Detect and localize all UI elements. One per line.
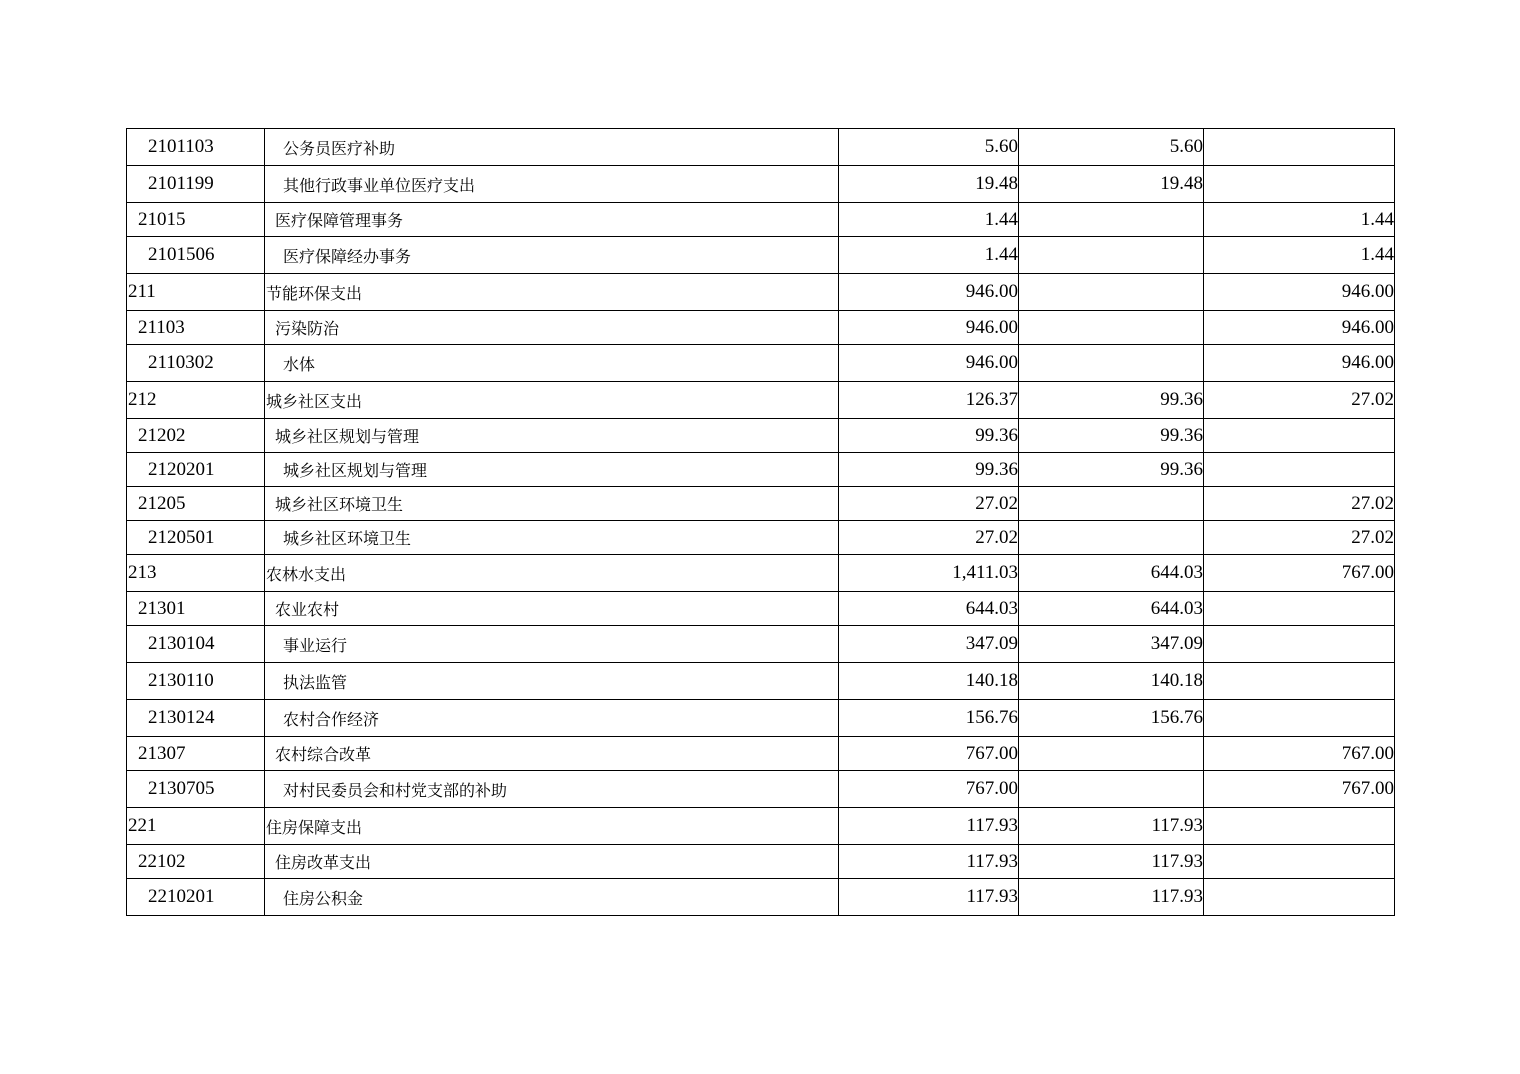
total-amount-cell: 767.00 [839, 771, 1019, 808]
basic-expenditure-cell: 140.18 [1019, 663, 1204, 700]
table-row [127, 521, 1395, 555]
table-row [127, 845, 1395, 879]
total-amount-cell: 19.48 [839, 166, 1019, 203]
account-code-cell: 212 [127, 382, 265, 419]
total-amount-cell: 644.03 [839, 592, 1019, 626]
project-expenditure-cell: 27.02 [1204, 521, 1395, 555]
project-expenditure-cell [1204, 419, 1395, 453]
project-expenditure-cell: 946.00 [1204, 345, 1395, 382]
basic-expenditure-cell: 99.36 [1019, 419, 1204, 453]
project-expenditure-cell: 767.00 [1204, 737, 1395, 771]
project-expenditure-cell: 946.00 [1204, 311, 1395, 345]
project-expenditure-cell [1204, 453, 1395, 487]
table-row [127, 808, 1395, 845]
basic-expenditure-cell: 99.36 [1019, 382, 1204, 419]
total-amount-cell: 126.37 [839, 382, 1019, 419]
table-row [127, 487, 1395, 521]
project-expenditure-cell [1204, 808, 1395, 845]
project-expenditure-cell: 1.44 [1204, 203, 1395, 237]
total-amount-cell: 946.00 [839, 345, 1019, 382]
account-name-cell: 医疗保障管理事务 [265, 203, 839, 237]
account-name-cell: 节能环保支出 [265, 274, 839, 311]
basic-expenditure-cell: 117.93 [1019, 845, 1204, 879]
total-amount-cell: 5.60 [839, 129, 1019, 166]
account-code-cell: 21015 [127, 203, 265, 237]
account-name-cell: 住房改革支出 [265, 845, 839, 879]
total-amount-cell: 347.09 [839, 626, 1019, 663]
total-amount-cell: 1,411.03 [839, 555, 1019, 592]
basic-expenditure-cell: 5.60 [1019, 129, 1204, 166]
table-row [127, 592, 1395, 626]
project-expenditure-cell: 27.02 [1204, 487, 1395, 521]
account-name-cell: 其他行政事业单位医疗支出 [265, 166, 839, 203]
basic-expenditure-cell: 156.76 [1019, 700, 1204, 737]
table-row [127, 237, 1395, 274]
project-expenditure-cell [1204, 166, 1395, 203]
project-expenditure-cell [1204, 626, 1395, 663]
account-code-cell: 21307 [127, 737, 265, 771]
table-row [127, 700, 1395, 737]
basic-expenditure-cell: 99.36 [1019, 453, 1204, 487]
account-code-cell: 2130110 [127, 663, 265, 700]
account-code-cell: 2101506 [127, 237, 265, 274]
basic-expenditure-cell: 644.03 [1019, 555, 1204, 592]
table-row [127, 737, 1395, 771]
account-name-cell: 污染防治 [265, 311, 839, 345]
project-expenditure-cell [1204, 592, 1395, 626]
table-row [127, 311, 1395, 345]
account-name-cell: 住房公积金 [265, 879, 839, 916]
total-amount-cell: 1.44 [839, 237, 1019, 274]
account-name-cell: 城乡社区环境卫生 [265, 521, 839, 555]
table-body [127, 129, 1395, 916]
budget-table-page [126, 128, 1394, 916]
account-name-cell: 城乡社区环境卫生 [265, 487, 839, 521]
account-name-cell: 对村民委员会和村党支部的补助 [265, 771, 839, 808]
total-amount-cell: 1.44 [839, 203, 1019, 237]
account-code-cell: 21301 [127, 592, 265, 626]
total-amount-cell: 27.02 [839, 521, 1019, 555]
account-code-cell: 2210201 [127, 879, 265, 916]
total-amount-cell: 140.18 [839, 663, 1019, 700]
basic-expenditure-cell [1019, 237, 1204, 274]
budget-expenditure-table [126, 128, 1395, 916]
basic-expenditure-cell: 19.48 [1019, 166, 1204, 203]
total-amount-cell: 27.02 [839, 487, 1019, 521]
total-amount-cell: 946.00 [839, 311, 1019, 345]
basic-expenditure-cell [1019, 311, 1204, 345]
account-name-cell: 公务员医疗补助 [265, 129, 839, 166]
basic-expenditure-cell [1019, 487, 1204, 521]
basic-expenditure-cell: 117.93 [1019, 808, 1204, 845]
account-name-cell: 农林水支出 [265, 555, 839, 592]
project-expenditure-cell [1204, 879, 1395, 916]
account-code-cell: 2130104 [127, 626, 265, 663]
basic-expenditure-cell [1019, 345, 1204, 382]
project-expenditure-cell: 27.02 [1204, 382, 1395, 419]
basic-expenditure-cell: 347.09 [1019, 626, 1204, 663]
account-code-cell: 21103 [127, 311, 265, 345]
account-code-cell: 21202 [127, 419, 265, 453]
account-code-cell: 2130124 [127, 700, 265, 737]
project-expenditure-cell [1204, 663, 1395, 700]
basic-expenditure-cell: 117.93 [1019, 879, 1204, 916]
table-row [127, 419, 1395, 453]
project-expenditure-cell [1204, 700, 1395, 737]
basic-expenditure-cell [1019, 203, 1204, 237]
account-name-cell: 事业运行 [265, 626, 839, 663]
account-code-cell: 2101103 [127, 129, 265, 166]
project-expenditure-cell [1204, 129, 1395, 166]
table-row [127, 345, 1395, 382]
total-amount-cell: 99.36 [839, 453, 1019, 487]
account-name-cell: 执法监管 [265, 663, 839, 700]
project-expenditure-cell [1204, 845, 1395, 879]
table-row [127, 663, 1395, 700]
account-code-cell: 22102 [127, 845, 265, 879]
basic-expenditure-cell [1019, 737, 1204, 771]
project-expenditure-cell: 767.00 [1204, 555, 1395, 592]
total-amount-cell: 117.93 [839, 879, 1019, 916]
table-row [127, 555, 1395, 592]
basic-expenditure-cell: 644.03 [1019, 592, 1204, 626]
project-expenditure-cell: 1.44 [1204, 237, 1395, 274]
account-code-cell: 2130705 [127, 771, 265, 808]
table-row [127, 203, 1395, 237]
account-name-cell: 城乡社区规划与管理 [265, 419, 839, 453]
total-amount-cell: 767.00 [839, 737, 1019, 771]
total-amount-cell: 117.93 [839, 808, 1019, 845]
table-row [127, 626, 1395, 663]
table-row [127, 771, 1395, 808]
account-name-cell: 医疗保障经办事务 [265, 237, 839, 274]
project-expenditure-cell: 767.00 [1204, 771, 1395, 808]
table-row [127, 879, 1395, 916]
total-amount-cell: 117.93 [839, 845, 1019, 879]
total-amount-cell: 156.76 [839, 700, 1019, 737]
account-name-cell: 水体 [265, 345, 839, 382]
total-amount-cell: 99.36 [839, 419, 1019, 453]
account-name-cell: 农村合作经济 [265, 700, 839, 737]
basic-expenditure-cell [1019, 771, 1204, 808]
account-code-cell: 2110302 [127, 345, 265, 382]
account-code-cell: 2120501 [127, 521, 265, 555]
account-code-cell: 2101199 [127, 166, 265, 203]
table-row [127, 129, 1395, 166]
project-expenditure-cell: 946.00 [1204, 274, 1395, 311]
basic-expenditure-cell [1019, 274, 1204, 311]
table-row [127, 274, 1395, 311]
table-row [127, 166, 1395, 203]
table-row [127, 382, 1395, 419]
account-code-cell: 2120201 [127, 453, 265, 487]
account-name-cell: 城乡社区支出 [265, 382, 839, 419]
account-name-cell: 城乡社区规划与管理 [265, 453, 839, 487]
total-amount-cell: 946.00 [839, 274, 1019, 311]
table-row [127, 453, 1395, 487]
account-code-cell: 21205 [127, 487, 265, 521]
basic-expenditure-cell [1019, 521, 1204, 555]
account-name-cell: 农业农村 [265, 592, 839, 626]
account-code-cell: 213 [127, 555, 265, 592]
account-code-cell: 221 [127, 808, 265, 845]
account-name-cell: 农村综合改革 [265, 737, 839, 771]
account-code-cell: 211 [127, 274, 265, 311]
account-name-cell: 住房保障支出 [265, 808, 839, 845]
